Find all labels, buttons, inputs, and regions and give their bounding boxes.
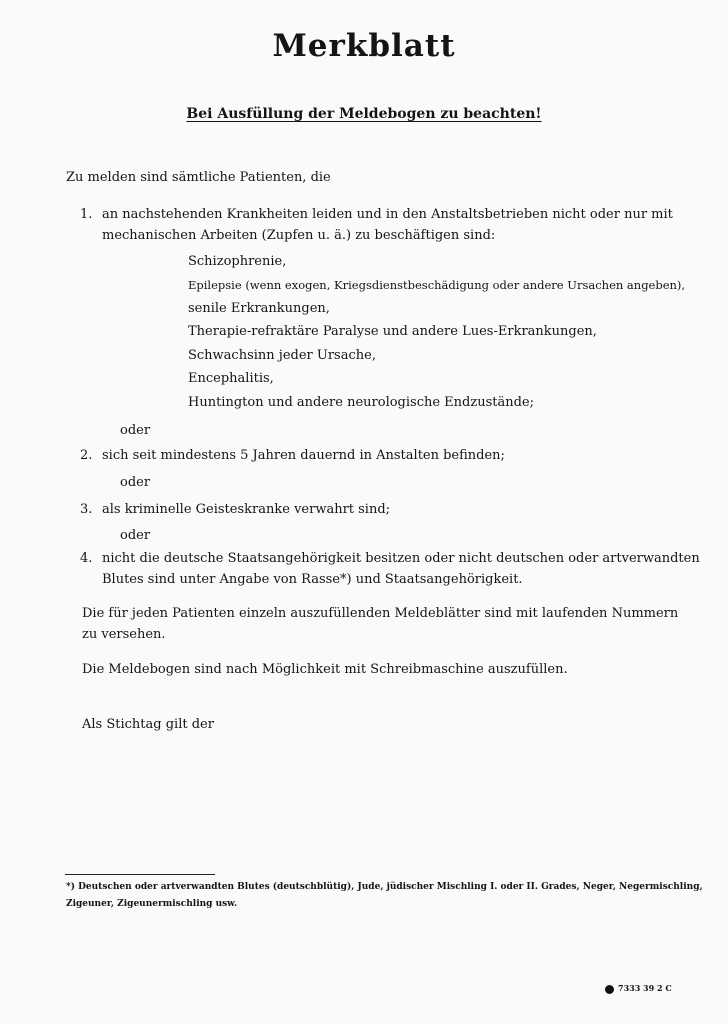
separator-text: oder [120,475,151,490]
item-number: 4. [80,551,93,566]
disease-item: Epilepsie (wenn exogen, Kriegsdienstbeschädigung oder andere Ursachen angeben), [188,278,686,292]
disease-item: Schwachsinn jeder Ursache, [188,348,376,363]
disease-item: Huntington und andere neurologische Endzustände; [188,395,535,410]
print-code-text: 7333 39 2 C [618,983,672,993]
item-2-line: sich seit mindestens 5 Jahren dauernd in Anstalten befinden; [102,448,505,463]
paragraph-line: Die Meldebogen sind nach Möglichkeit mit Schreibmaschine auszufüllen. [82,662,568,677]
document-subtitle: Bei Ausfüllung der Meldebogen zu beachten! [186,106,542,122]
item-number: 2. [80,448,93,463]
footnote-rule [65,874,215,875]
item-4-line: Blutes sind unter Angabe von Rasse*) und Staatsangehörigkeit. [102,572,523,587]
item-3-line: als kriminelle Geisteskranke verwahrt sind; [102,502,391,517]
paragraph-line: zu versehen. [82,627,166,642]
disease-item: Encephalitis, [188,371,274,386]
item-1-line: an nachstehenden Krankheiten leiden und in den Anstaltsbetrieben nicht oder nur mit [102,207,673,222]
item-number: 1. [80,207,93,222]
disease-item: Therapie-refraktäre Paralyse und andere Lues-Erkrankungen, [188,324,597,339]
disease-item: Schizophrenie, [188,254,287,269]
document-title: Merkblatt [272,28,456,64]
item-number: 3. [80,502,93,517]
separator-text: oder [120,423,151,438]
paragraph-line: Die für jeden Patienten einzeln auszufüllenden Meldeblätter sind mit laufenden Nummern [82,606,679,621]
footnote-line: *) Deutschen oder artverwandten Blutes (deutschblütig), Jude, jüdischer Mischling I. oder II. Grades, Neger, Negermischling, [66,882,703,892]
item-4-line: nicht die deutsche Staatsangehörigkeit besitzen oder nicht deutschen oder artverwandten [102,551,700,566]
disease-item: senile Erkrankungen, [188,301,330,316]
print-mark-icon [605,985,614,994]
separator-text: oder [120,528,151,543]
intro-text: Zu melden sind sämtliche Patienten, die [66,170,331,185]
cutoff-date-label: Als Stichtag gilt der [82,717,214,732]
print-code [605,983,672,994]
item-1-line: mechanischen Arbeiten (Zupfen u. ä.) zu beschäftigen sind: [102,228,496,243]
footnote-line: Zigeuner, Zigeunermischling usw. [66,899,238,909]
